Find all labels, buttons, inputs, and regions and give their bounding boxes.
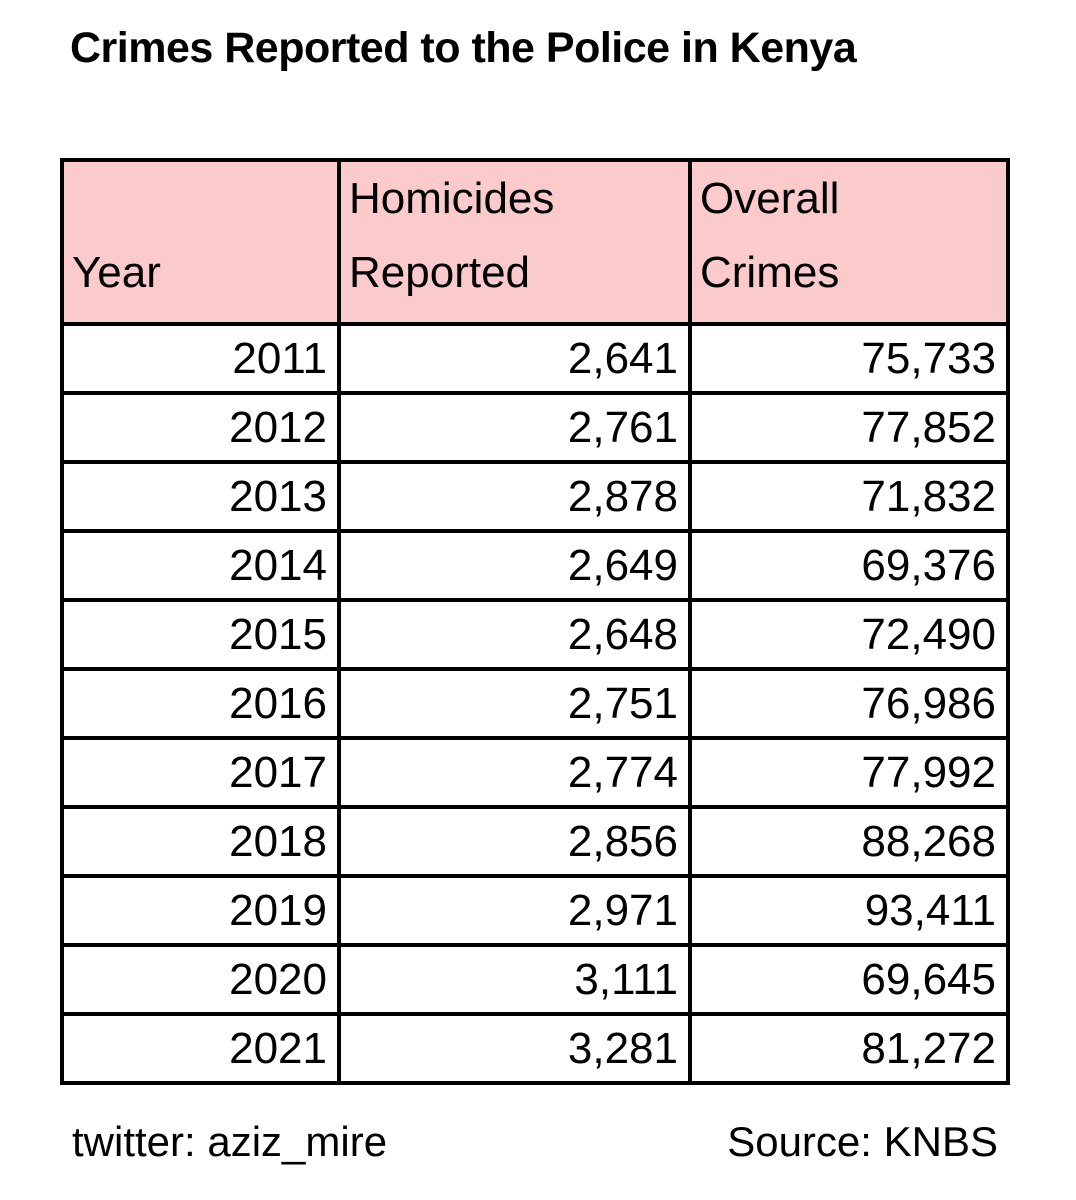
header-row (62, 160, 1008, 324)
overall-crimes-cell: 71,832 (690, 462, 1008, 531)
column-header-line: Overall (700, 174, 840, 223)
chart-title: Crimes Reported to the Police in Kenya (70, 24, 857, 72)
overall-crimes-cell: 69,645 (690, 945, 1008, 1014)
overall-crimes-cell: 81,272 (690, 1014, 1008, 1083)
overall-crimes-cell: 88,268 (690, 807, 1008, 876)
twitter-credit: twitter: aziz_mire (72, 1118, 388, 1165)
year-cell: 2018 (62, 807, 339, 876)
table-row (62, 531, 1008, 600)
homicides-cell: 2,649 (339, 531, 690, 600)
homicides-cell: 2,648 (339, 600, 690, 669)
table-body (62, 324, 1008, 1083)
table-row (62, 1014, 1008, 1083)
overall-crimes-cell: 77,992 (690, 738, 1008, 807)
year-cell: 2014 (62, 531, 339, 600)
homicides-cell: 2,761 (339, 393, 690, 462)
year-cell: 2013 (62, 462, 339, 531)
table-row (62, 738, 1008, 807)
column-header-line: Reported (349, 248, 531, 297)
table-row (62, 462, 1008, 531)
column-header-year (62, 160, 339, 324)
homicides-cell: 3,111 (339, 945, 690, 1014)
table-row (62, 324, 1008, 393)
crime-table (60, 158, 1010, 1085)
homicides-cell: 2,878 (339, 462, 690, 531)
overall-crimes-cell: 77,852 (690, 393, 1008, 462)
homicides-cell: 3,281 (339, 1014, 690, 1083)
overall-crimes-cell: 69,376 (690, 531, 1008, 600)
table-row (62, 945, 1008, 1014)
source-note: Source: KNBS (727, 1118, 998, 1165)
homicides-cell: 2,751 (339, 669, 690, 738)
column-header-overall (690, 160, 1008, 324)
year-cell: 2016 (62, 669, 339, 738)
year-cell: 2020 (62, 945, 339, 1014)
year-cell: 2019 (62, 876, 339, 945)
homicides-cell: 2,856 (339, 807, 690, 876)
year-cell: 2017 (62, 738, 339, 807)
column-header-homicides (339, 160, 690, 324)
homicides-cell: 2,774 (339, 738, 690, 807)
overall-crimes-cell: 93,411 (690, 876, 1008, 945)
overall-crimes-cell: 72,490 (690, 600, 1008, 669)
table-row (62, 669, 1008, 738)
year-cell: 2011 (62, 324, 339, 393)
year-cell: 2012 (62, 393, 339, 462)
year-cell: 2015 (62, 600, 339, 669)
table-row (62, 876, 1008, 945)
column-header-line: Crimes (700, 248, 840, 297)
table-row (62, 393, 1008, 462)
table-row (62, 807, 1008, 876)
year-cell: 2021 (62, 1014, 339, 1083)
overall-crimes-cell: 75,733 (690, 324, 1008, 393)
column-header-line: Year (72, 248, 161, 297)
column-header-line: Homicides (349, 174, 555, 223)
homicides-cell: 2,641 (339, 324, 690, 393)
homicides-cell: 2,971 (339, 876, 690, 945)
overall-crimes-cell: 76,986 (690, 669, 1008, 738)
table-row (62, 600, 1008, 669)
